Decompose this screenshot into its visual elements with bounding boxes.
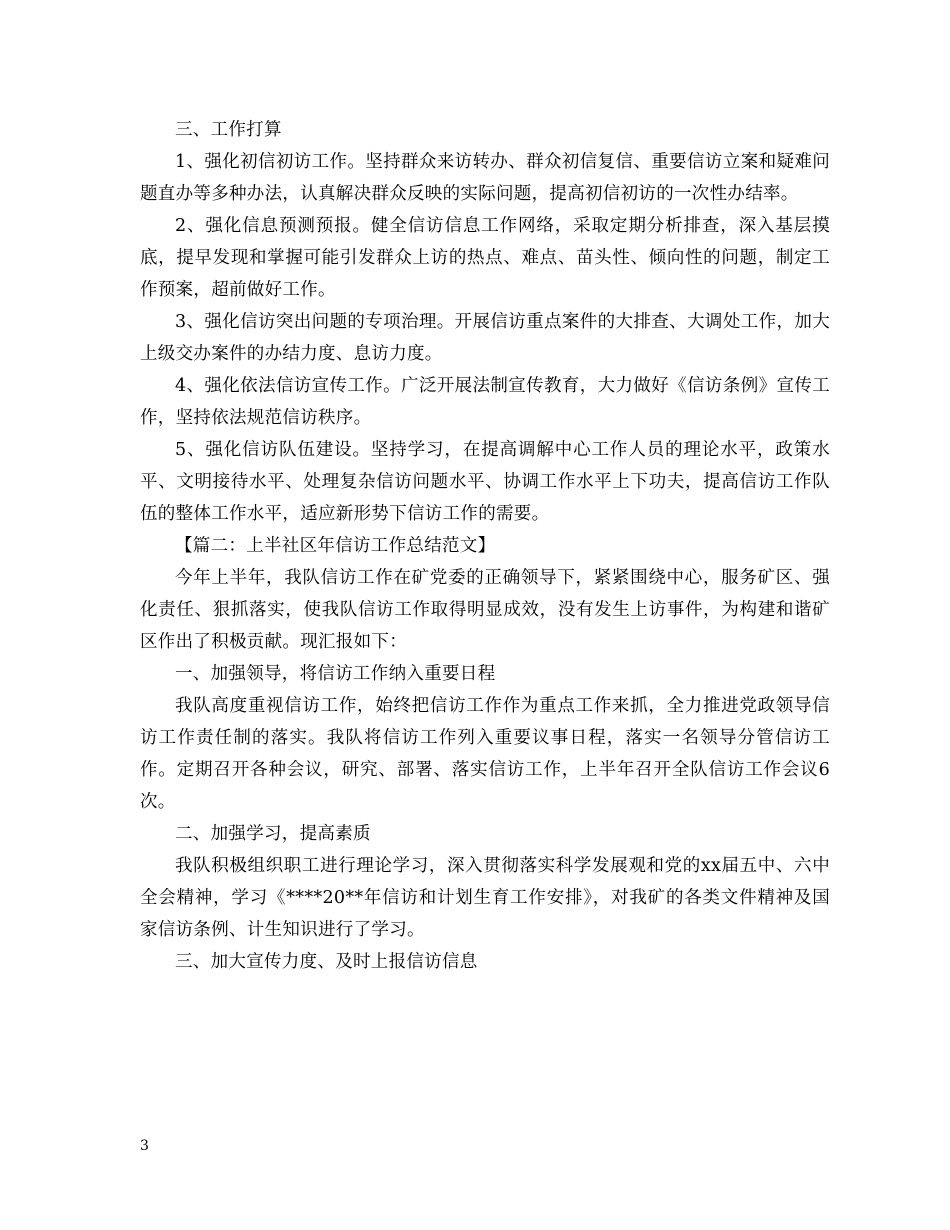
paragraph-study: 我队积极组织职工进行理论学习，深入贯彻落实科学发展观和党的xx届五中、六中全会精神，学习《****20**年信访和计划生育工作安排》，对我矿的各类文件精神及国家信访条例、计生知识进行了学习。 bbox=[140, 856, 830, 940]
paragraph-item-3: 3、强化信访突出问题的专项治理。开展信访重点案件的大排查、大调处工作，加大上级交办案件的办结力度、息访力度。 bbox=[140, 312, 830, 364]
section-heading-publicity: 三、加大宣传力度、及时上报信访信息 bbox=[175, 952, 478, 972]
section-heading-study: 二、加强学习，提高素质 bbox=[175, 824, 371, 844]
page-number: 3 bbox=[140, 1138, 149, 1154]
paragraph-item-2: 2、强化信息预测预报。健全信访信息工作网络，采取定期分析排查，深入基层摸底，提早发现和掌握可能引发群众上访的热点、难点、苗头性、倾向性的问题，制定工作预案，超前做好工作。 bbox=[140, 216, 830, 300]
paragraph-item-4: 4、强化依法信访宣传工作。广泛开展法制宣传教育，大力做好《信访条例》宣传工作，坚持依法规范信访秩序。 bbox=[140, 376, 830, 428]
article-two-title: 【篇二：上半社区年信访工作总结范文】 bbox=[175, 536, 496, 556]
section-heading-leadership: 一、加强领导，将信访工作纳入重要日程 bbox=[175, 664, 496, 684]
paragraph-item-5: 5、强化信访队伍建设。坚持学习，在提高调解中心工作人员的理论水平，政策水平、文明接待水平、处理复杂信访问题水平、协调工作水平上下功夫，提高信访工作队伍的整体工作水平，适应新形势下信访工作的需要。 bbox=[140, 440, 830, 524]
paragraph-item-1: 1、强化初信初访工作。坚持群众来访转办、群众初信复信、重要信访立案和疑难问题直办等多种办法，认真解决群众反映的实际问题，提高初信初访的一次性办结率。 bbox=[140, 152, 830, 204]
paragraph-intro: 今年上半年，我队信访工作在矿党委的正确领导下，紧紧围绕中心，服务矿区、强化责任、狠抓落实，使我队信访工作取得明显成效，没有发生上访事件，为构建和谐矿区作出了积极贡献。现汇报如下： bbox=[140, 568, 830, 652]
paragraph-leadership: 我队高度重视信访工作，始终把信访工作作为重点工作来抓，全力推进党政领导信访工作责任制的落实。我队将信访工作列入重要议事日程，落实一名领导分管信访工作。定期召开各种会议，研究、部署、落实信访工作，上半年召开全队信访工作会议6次。 bbox=[140, 696, 830, 812]
body-text bbox=[140, 114, 830, 978]
section-heading-work-plan: 三、工作打算 bbox=[175, 120, 282, 140]
